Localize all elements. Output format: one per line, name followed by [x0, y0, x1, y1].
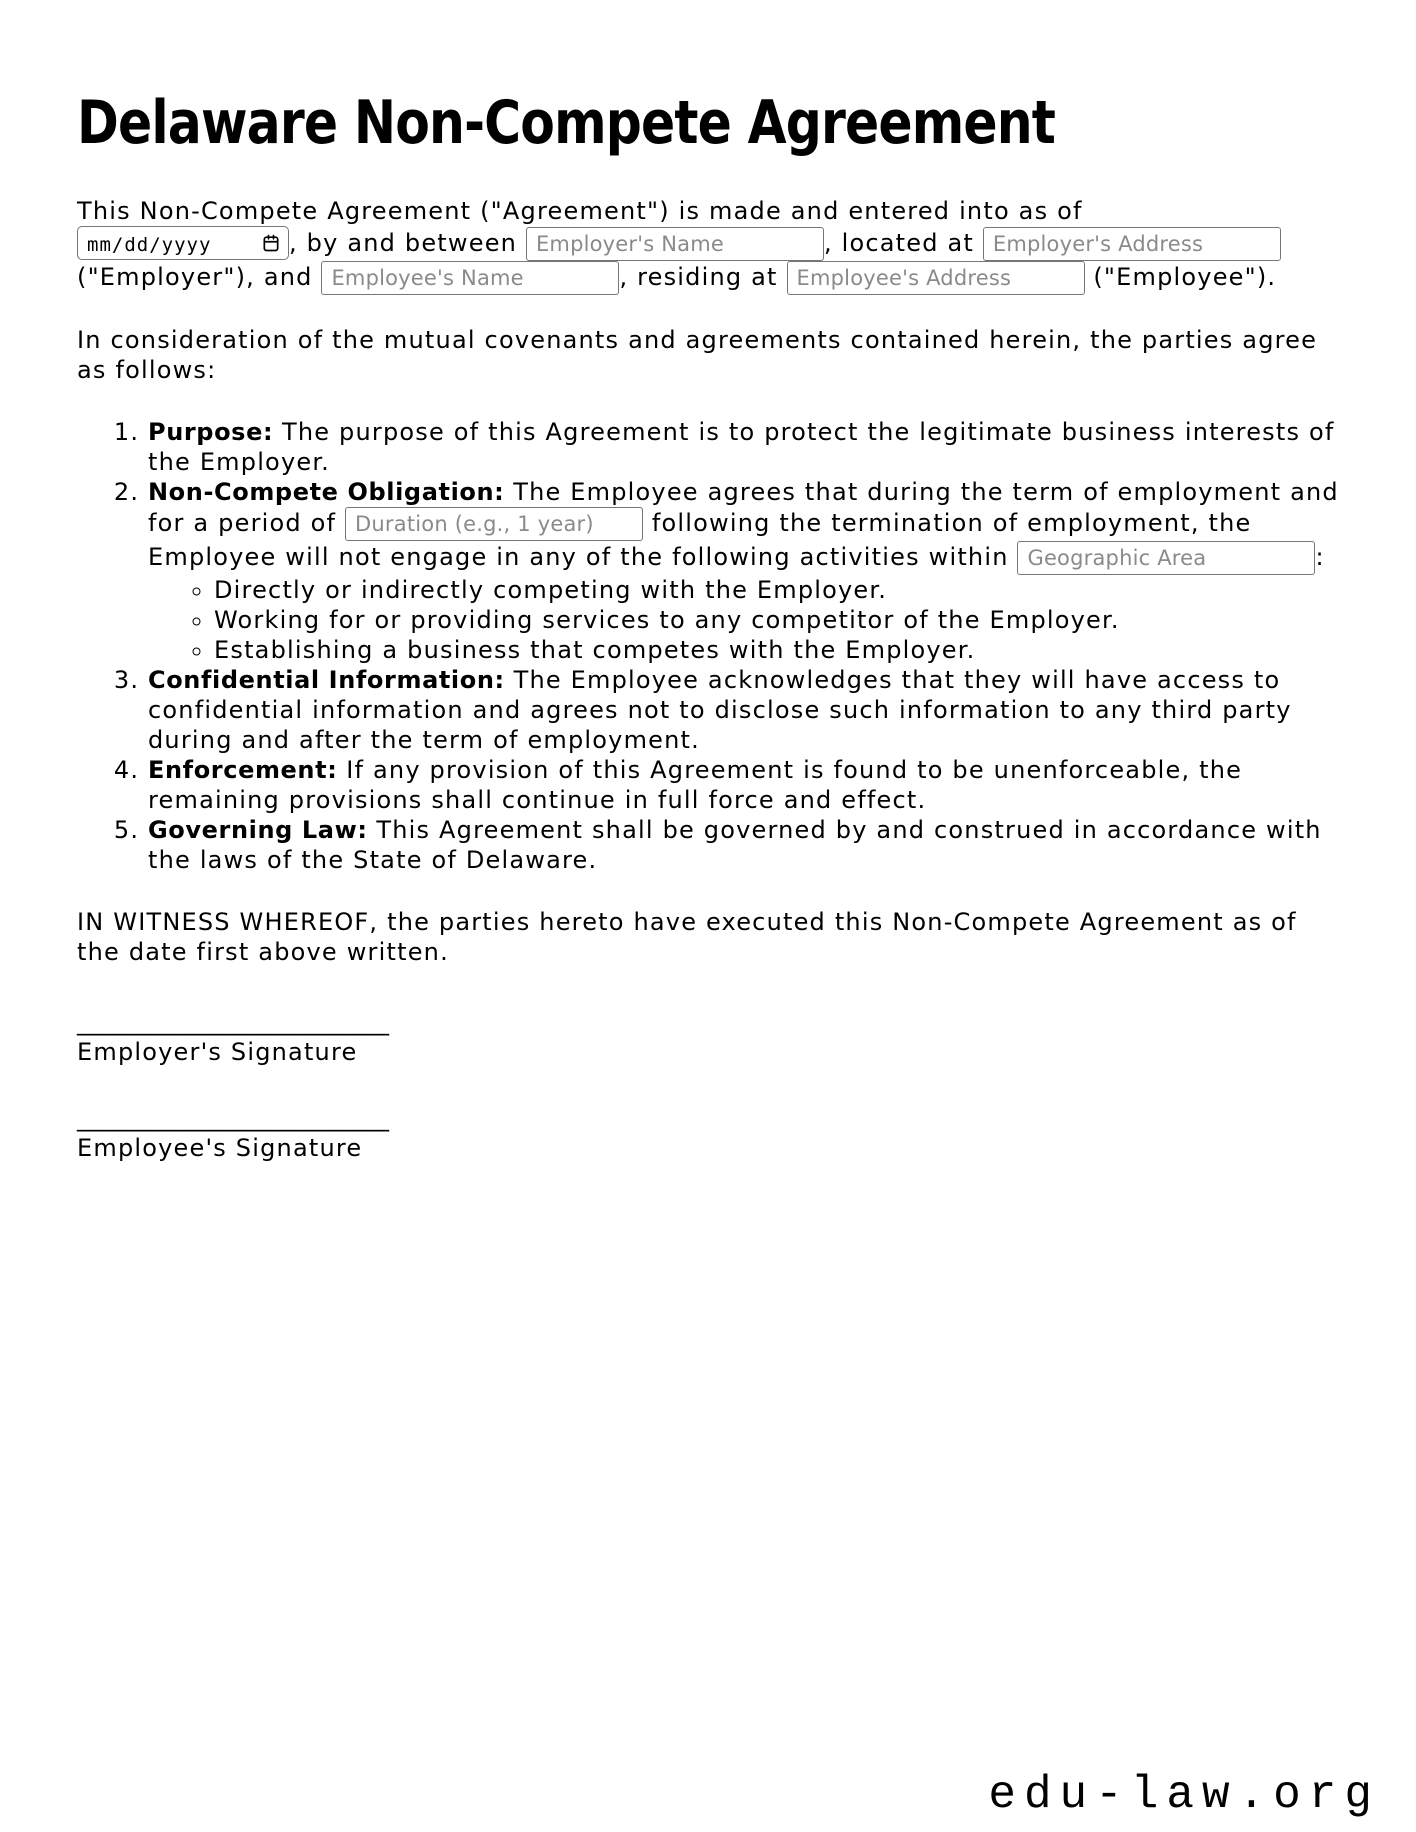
geographic-area-input[interactable] — [1017, 541, 1315, 575]
clause-enforcement-label: Enforcement: — [148, 756, 338, 784]
calendar-icon — [261, 233, 281, 253]
date-input[interactable] — [77, 226, 289, 260]
clause-non-compete-text-c: : — [1315, 543, 1325, 571]
sub-clause-item: ◦ Establishing a business that competes with the Employer. — [214, 635, 1340, 665]
employee-address-input[interactable] — [787, 261, 1085, 295]
page-title: Delaware Non-Compete Agreement — [77, 88, 1056, 158]
clause-non-compete — [148, 477, 1340, 665]
employee-signature-line: __________________________ — [77, 1104, 389, 1132]
clause-governing-law-label: Governing Law: — [148, 816, 368, 844]
clause-governing-law — [148, 815, 1340, 875]
intro-text-6: ("Employee"). — [1093, 263, 1277, 291]
date-value: mm/dd/yyyy — [87, 234, 212, 256]
clause-non-compete-text-b: following the termination of employment, the Employee will not engage in any of the following activities within — [148, 509, 1252, 571]
sub-clause-item: ◦ Working for or providing services to any competitor of the Employer. — [214, 605, 1340, 635]
intro-text-4: ("Employer"), and — [77, 263, 313, 291]
employee-signature-label: Employee's Signature — [77, 1134, 363, 1162]
employer-address-input[interactable] — [983, 227, 1281, 261]
clause-non-compete-label: Non-Compete Obligation: — [148, 478, 505, 506]
clause-governing-law-text: This Agreement shall be governed by and construed in accordance with the laws of the State of Delaware. — [148, 816, 1322, 874]
clause-confidential — [148, 665, 1340, 755]
employer-signature-label: Employer's Signature — [77, 1038, 358, 1066]
clause-enforcement-text: If any provision of this Agreement is found to be unenforceable, the remaining provisions shall continue in full force and effect. — [148, 756, 1243, 814]
prohibited-activities-list — [148, 575, 1340, 665]
employer-signature-block — [77, 1007, 1340, 1067]
clauses-list — [77, 417, 1340, 875]
clause-enforcement — [148, 755, 1340, 815]
employee-signature-block — [77, 1103, 1340, 1163]
consideration-paragraph: In consideration of the mutual covenants and agreements contained herein, the parties agree as follows: — [77, 326, 1318, 384]
sub-clause-item: ◦ Directly or indirectly competing with the Employer. — [214, 575, 1340, 605]
witness-paragraph: IN WITNESS WHEREOF, the parties hereto have executed this Non-Compete Agreement as of the date first above written. — [77, 908, 1297, 966]
site-watermark: edu-law.org — [988, 1769, 1380, 1821]
clause-purpose-text: The purpose of this Agreement is to protect the legitimate business interests of the Employer. — [148, 418, 1335, 476]
employee-name-input[interactable] — [321, 261, 619, 295]
intro-text-1: This Non-Compete Agreement ("Agreement") is made and entered into as of — [77, 197, 1083, 225]
clause-non-compete-text-a: The Employee agrees that during the term of employment and for a period of — [148, 478, 1339, 537]
clause-confidential-text: The Employee acknowledges that they will have access to confidential information and agrees not to disclose such information to any third party during and after the term of employment. — [148, 666, 1292, 754]
intro-text-3: , located at — [823, 229, 975, 257]
intro-text-2: , by and between — [289, 229, 518, 257]
employer-signature-line: __________________________ — [77, 1008, 389, 1036]
clause-confidential-label: Confidential Information: — [148, 666, 505, 694]
employer-name-input[interactable] — [526, 227, 824, 261]
duration-input[interactable] — [345, 507, 643, 541]
clause-purpose — [148, 417, 1340, 477]
intro-paragraph — [77, 196, 1340, 295]
intro-text-5: , residing at — [619, 263, 778, 291]
clause-purpose-label: Purpose: — [148, 418, 274, 446]
